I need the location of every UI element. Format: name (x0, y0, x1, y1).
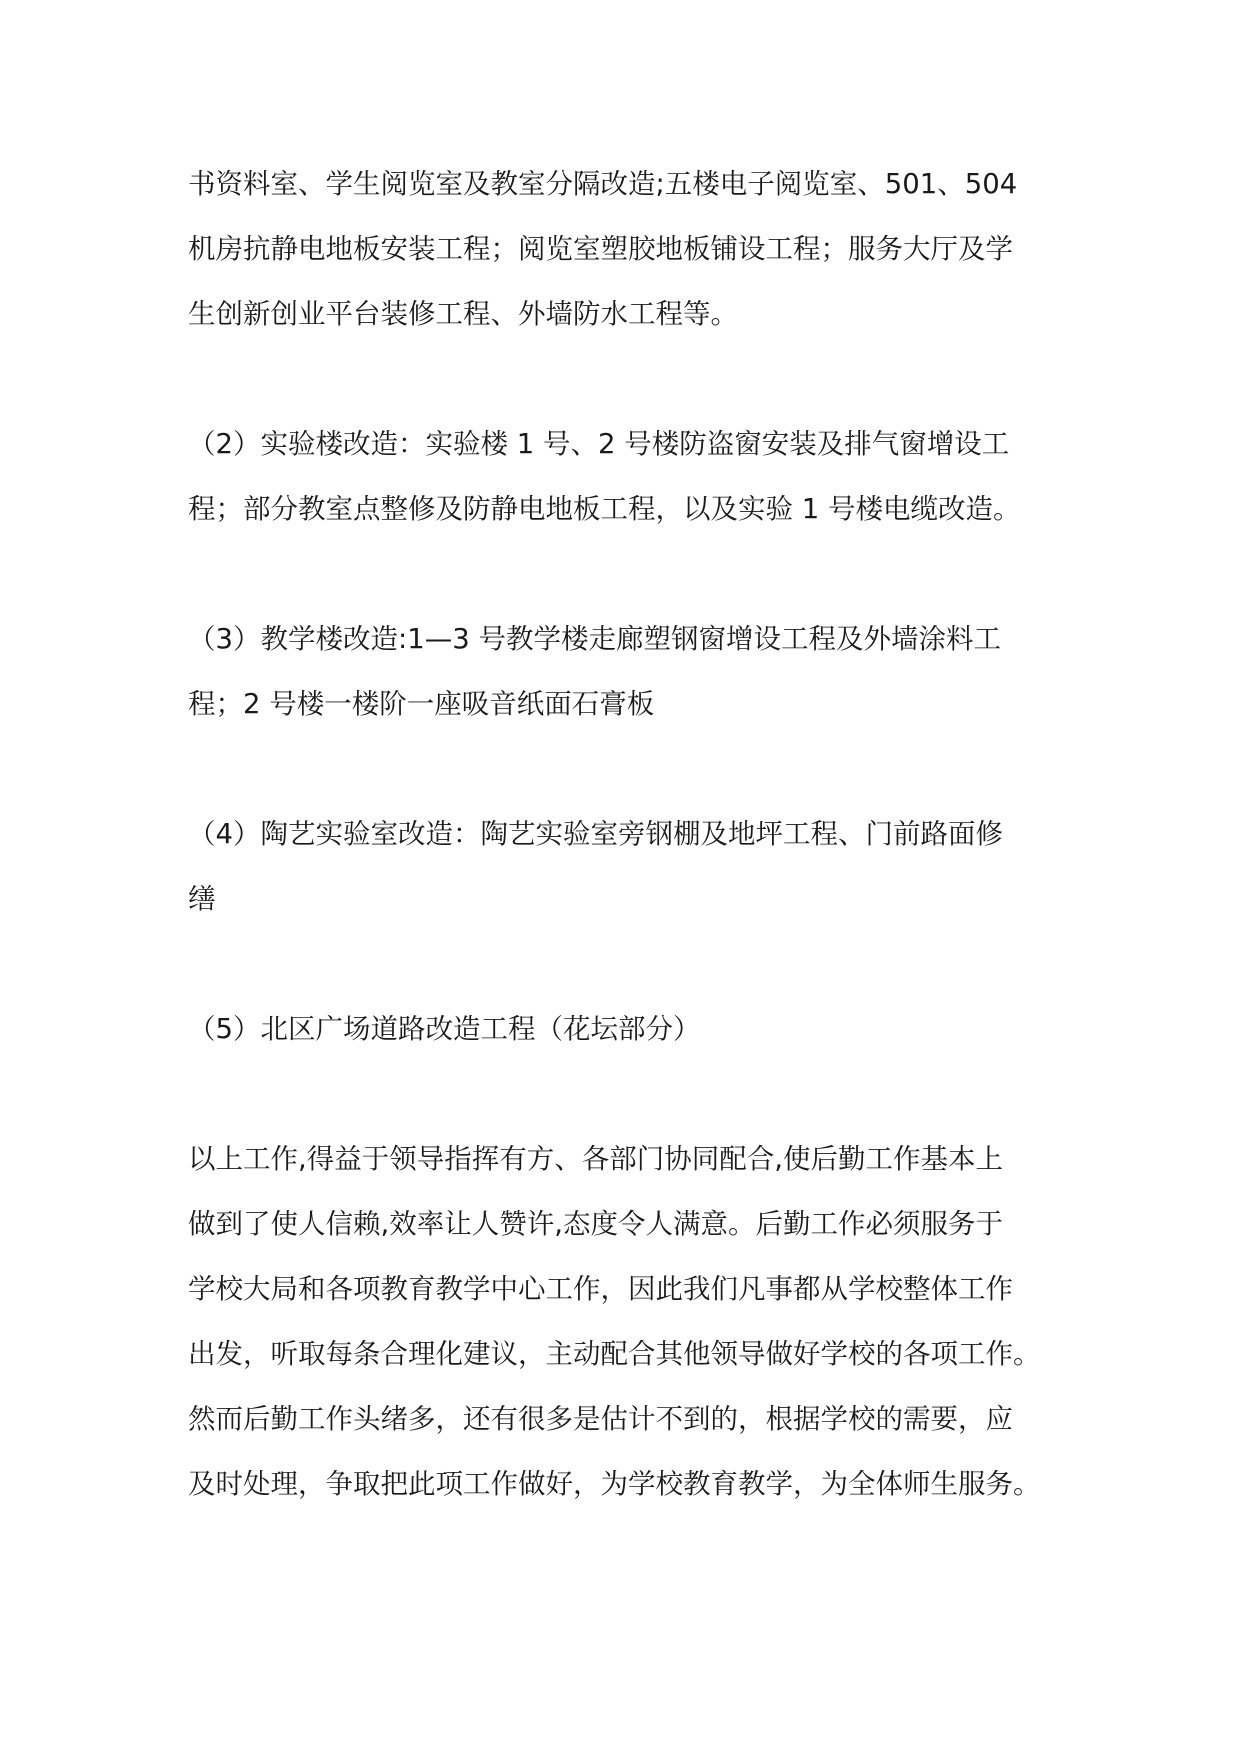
paragraph-renovation-library (188, 152, 1068, 347)
paragraph-summary (188, 1127, 1068, 1517)
text-line: 缮 (188, 883, 216, 915)
text-line: （5）北区广场道路改造工程（花坛部分） (188, 1013, 701, 1045)
text-line: 生创新创业平台装修工程、外墙防水工程等。 (188, 298, 738, 330)
paragraph-pottery-lab (188, 802, 1068, 932)
text-line: （3）教学楼改造:1—3 号教学楼走廊塑钢窗增设工程及外墙涂料工 (188, 623, 1001, 655)
paragraph-teaching-building (188, 607, 1068, 737)
text-line: 做到了使人信赖,效率让人赞许,态度令人满意。后勤工作必须服务于 (188, 1208, 1003, 1240)
text-line: 以上工作,得益于领导指挥有方、各部门协同配合,使后勤工作基本上 (188, 1143, 1003, 1175)
document-body (188, 152, 1068, 1517)
text-line: 机房抗静电地板安装工程；阅览室塑胶地板铺设工程；服务大厅及学 (188, 233, 1013, 265)
text-line: 学校大局和各项教育教学中心工作，因此我们凡事都从学校整体工作 (188, 1273, 1013, 1305)
text-line: （4）陶艺实验室改造：陶艺实验室旁钢棚及地坪工程、门前路面修 (188, 818, 1003, 850)
paragraph-north-plaza (188, 997, 1068, 1062)
paragraph-lab-building (188, 412, 1068, 542)
text-line: 及时处理，争取把此项工作做好，为学校教育教学，为全体师生服务。 (188, 1468, 1041, 1500)
text-line: 然而后勤工作头绪多，还有很多是估计不到的，根据学校的需要，应 (188, 1403, 1013, 1435)
text-line: 程；部分教室点整修及防静电地板工程，以及实验 1 号楼电缆改造。 (188, 493, 1021, 525)
text-line: 程；2 号楼一楼阶一座吸音纸面石膏板 (188, 688, 655, 720)
text-line: （2）实验楼改造：实验楼 1 号、2 号楼防盗窗安装及排气窗增设工 (188, 428, 1010, 460)
text-line: 书资料室、学生阅览室及教室分隔改造;五楼电子阅览室、501、504 (188, 168, 1018, 200)
text-line: 出发，听取每条合理化建议，主动配合其他领导做好学校的各项工作。 (188, 1338, 1041, 1370)
